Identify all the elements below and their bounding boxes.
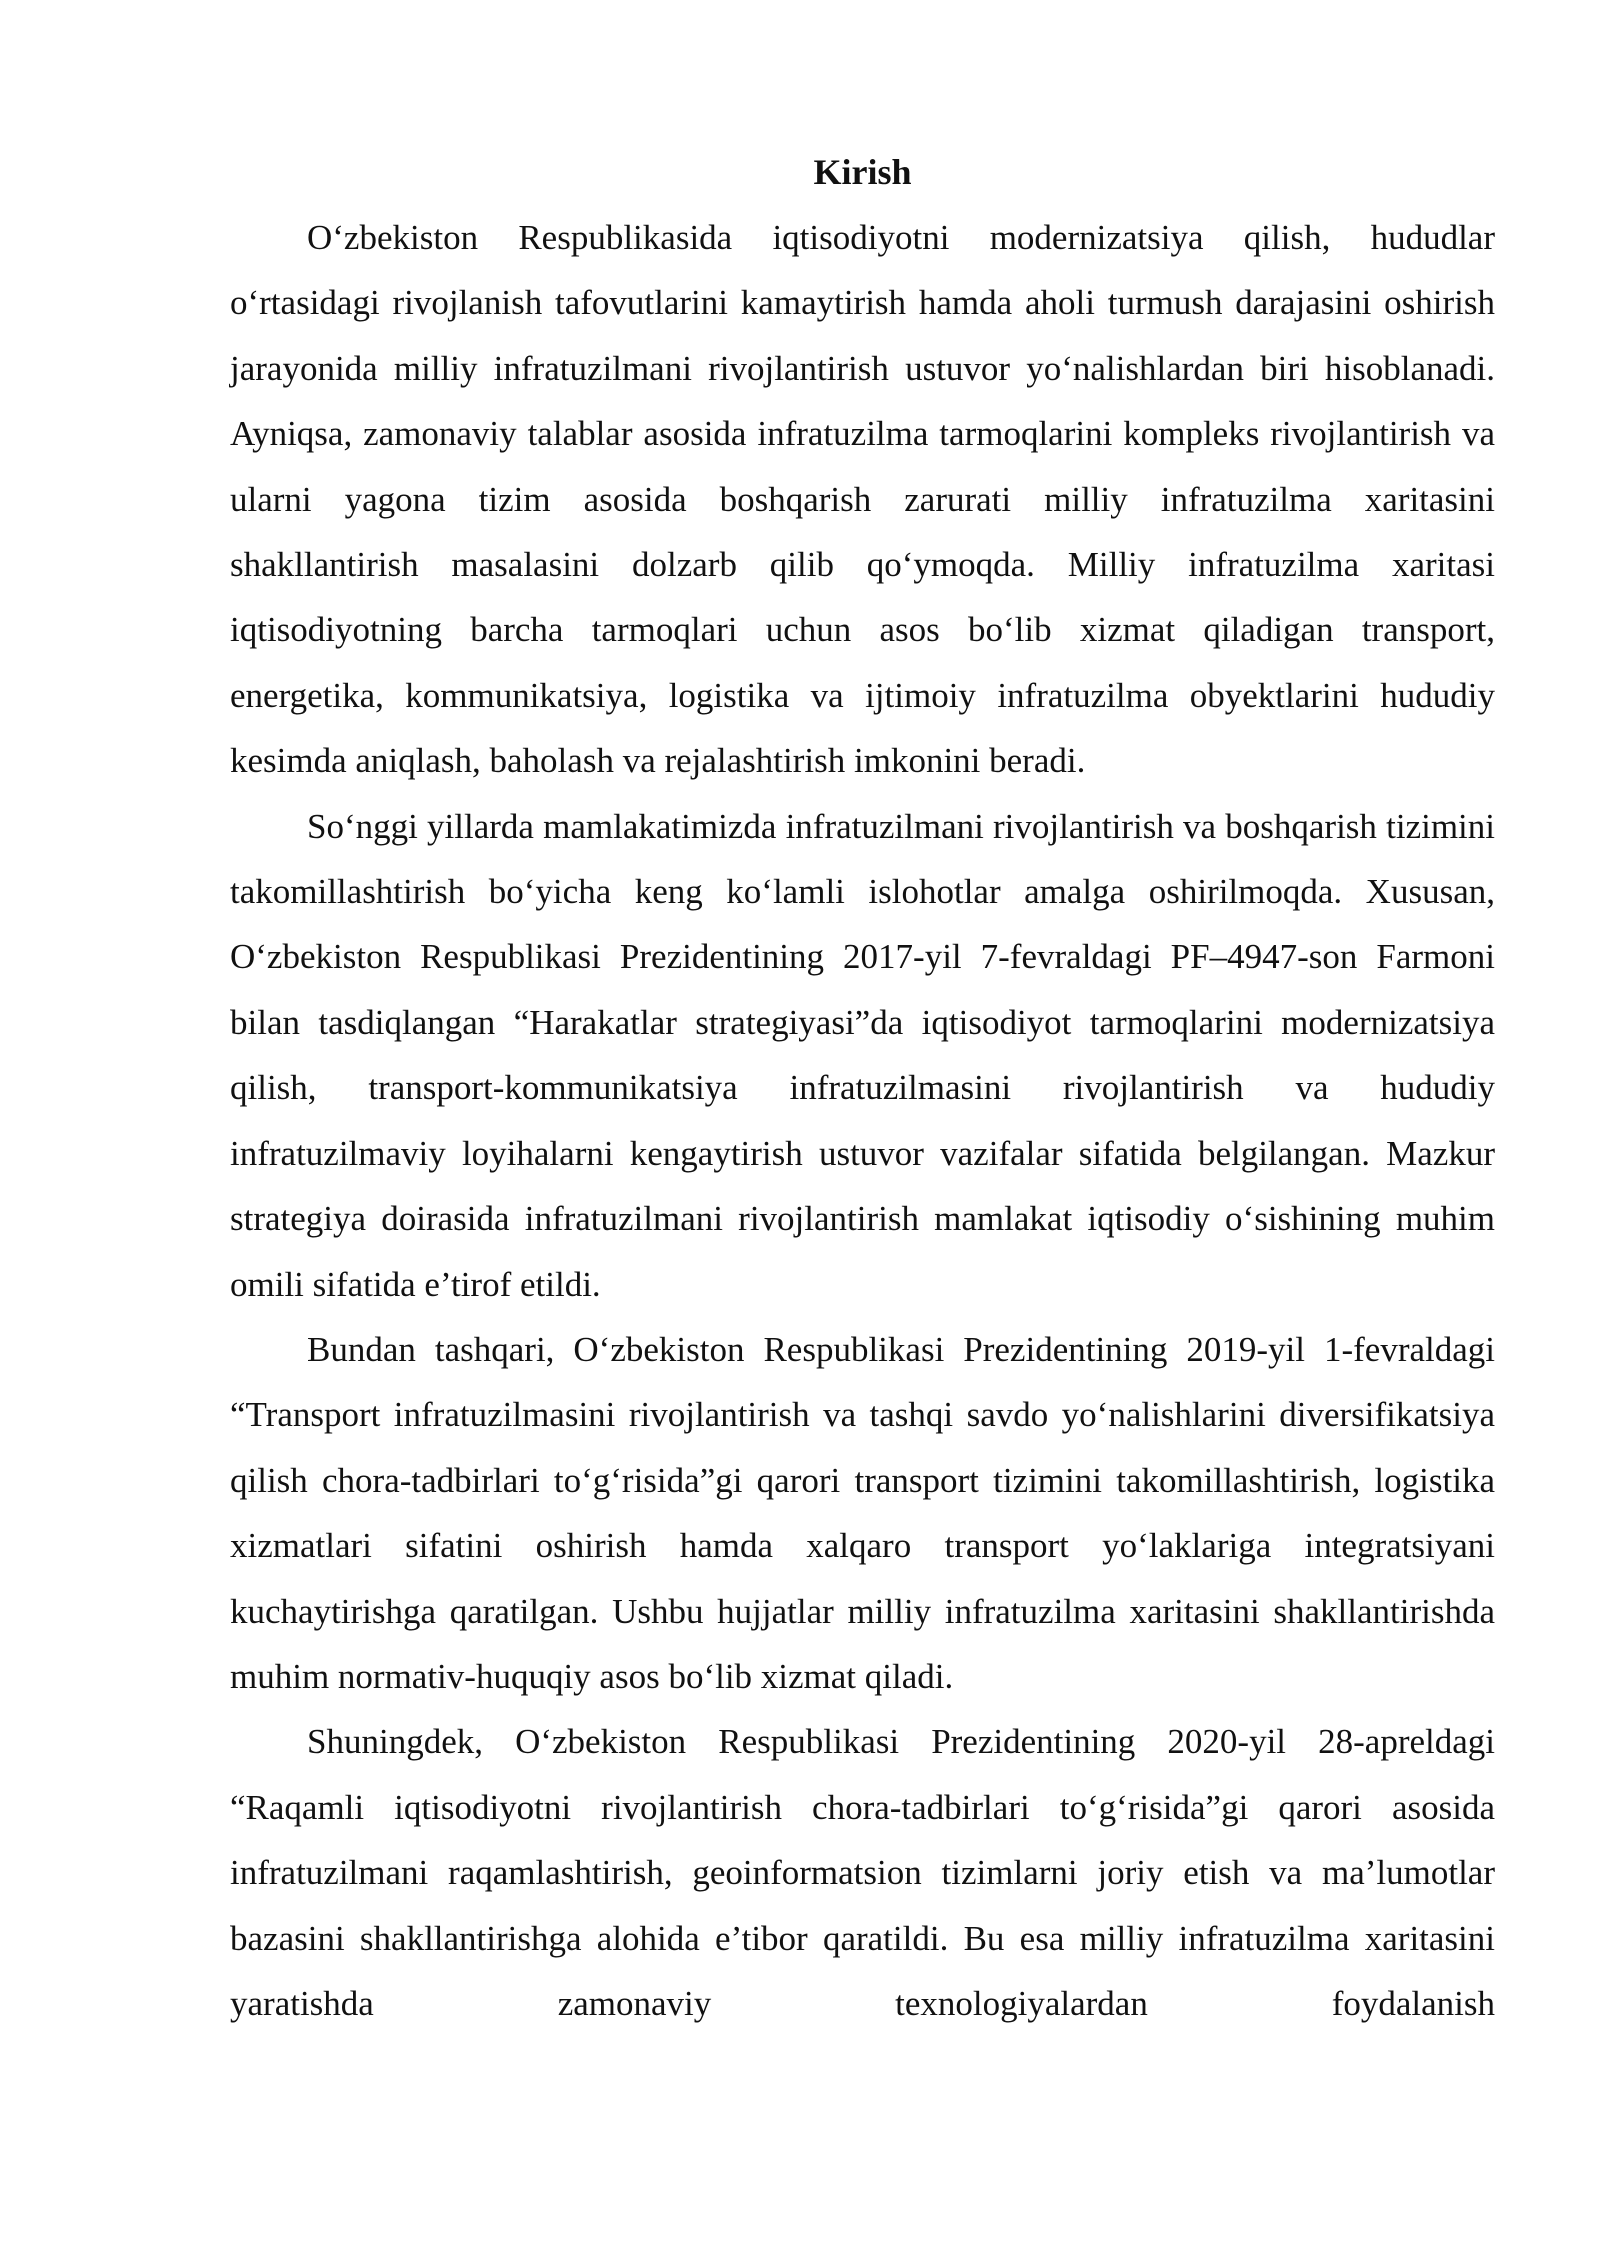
- paragraph-3: Bundan tashqari, O‘zbekiston Respublikasi Prezidentining 2019-yil 1-fevraldagi “Transport infratuzilmasini rivojlantirish va tashqi savdo yo‘nalishlarini diversifikatsiya qilish chora-tadbirlari to‘g‘risida”gi qarori transport tizimini takomillashtirish, logistika xizmatlari sifatini oshirish hamda xalqaro transport yo‘laklariga integratsiyani kuchaytirishga qaratilgan. Ushbu hujjatlar milliy infratuzilma xaritasini shakllantirishda muhim normativ-huquqiy asos bo‘lib xizmat qiladi.: [230, 1329, 1495, 1696]
- document-body: [230, 140, 1495, 2036]
- paragraph-2: So‘nggi yillarda mamlakatimizda infratuzilmani rivojlantirish va boshqarish tizimini takomillashtirish bo‘yicha keng ko‘lamli islohotlar amalga oshirilmoqda. Xususan, O‘zbekiston Respublikasi Prezidentining 2017-yil 7-fevraldagi PF–4947-son Farmoni bilan tasdiqlangan “Harakatlar strategiyasi”da iqtisodiyot tarmoqlarini modernizatsiya qilish, transport-kommunikatsiya infratuzilmasini rivojlantirish va hududiy infratuzilmaviy loyihalarni kengaytirish ustuvor vazifalar sifatida belgilangan. Mazkur strategiya doirasida infratuzilmani rivojlantirish mamlakat iqtisodiy o‘sishining muhim omili sifatida e’tirof etildi.: [230, 806, 1495, 1304]
- section-title: Kirish: [813, 152, 912, 192]
- paragraph-1: O‘zbekiston Respublikasida iqtisodiyotni modernizatsiya qilish, hududlar o‘rtasidagi rivojlanish tafovutlarini kamaytirish hamda aholi turmush darajasini oshirish jarayonida milliy infratuzilmani rivojlantirish ustuvor yo‘nalishlardan biri hisoblanadi. Ayniqsa, zamonaviy talablar asosida infratuzilma tarmoqlarini kompleks rivojlantirish va ularni yagona tizim asosida boshqarish zarurati milliy infratuzilma xaritasini shakllantirish masalasini dolzarb qilib qo‘ymoqda. Milliy infratuzilma xaritasi iqtisodiyotning barcha tarmoqlari uchun asos bo‘lib xizmat qiladigan transport, energetika, kommunikatsiya, logistika va ijtimoiy infratuzilma obyektlarini hududiy kesimda aniqlash, baholash va rejalashtirish imkonini beradi.: [230, 218, 1495, 781]
- paragraph-4: Shuningdek, O‘zbekiston Respublikasi Prezidentining 2020-yil 28-apreldagi “Raqamli iqtisodiyotni rivojlantirish chora-tadbirlari to‘g‘risida”gi qarori asosida infratuzilmani raqamlashtirish, geoinformatsion tizimlarni joriy etish va ma’lumotlar bazasini shakllantirishga alohida e’tibor qaratildi. Bu esa milliy infratuzilma xaritasini yaratishda zamonaviy texnologiyalardan foydalanish: [230, 1722, 1495, 2023]
